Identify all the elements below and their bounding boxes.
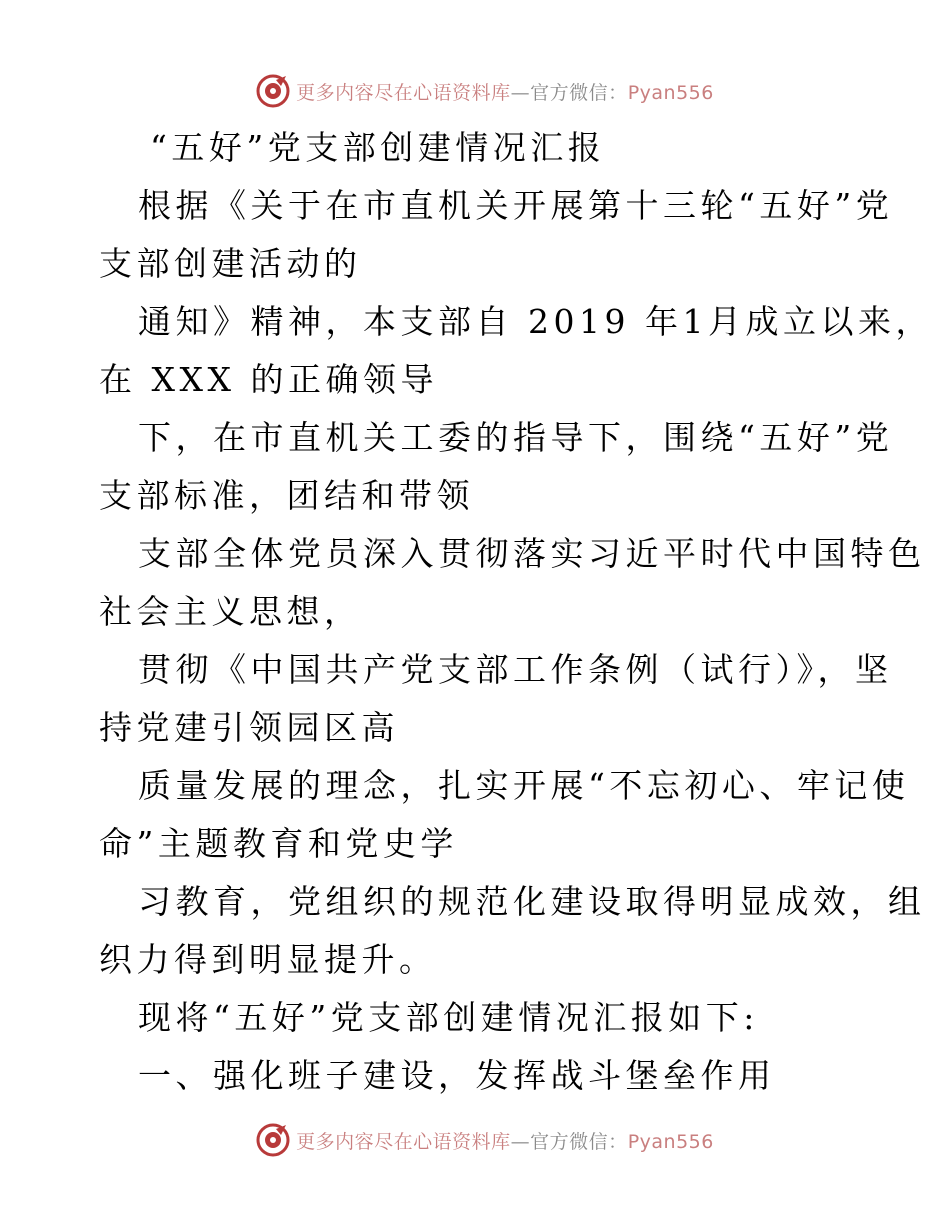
logo-icon	[256, 74, 290, 108]
watermark-wechat-label: 官方微信：	[530, 1130, 628, 1153]
paragraph-line: 下，在市直机关工委的指导下，围绕“五好”党	[138, 418, 894, 457]
paragraph-line: 质量发展的理念，扎实开展“不忘初心、牢记使	[138, 766, 910, 805]
watermark-separator: —	[510, 1130, 531, 1153]
footer-watermark	[0, 1120, 950, 1160]
paragraph-line: 支部创建活动的	[99, 244, 362, 283]
logo-icon	[256, 1123, 290, 1157]
paragraph-line: 现将“五好”党支部创建情况汇报如下:	[138, 998, 759, 1037]
watermark-wechat-id: Pyan556	[627, 81, 714, 104]
watermark-brand-text: 更多内容尽在心语资料库	[296, 1130, 511, 1153]
paragraph-line: 社会主义思想，	[99, 592, 362, 631]
section-heading: 一、强化班子建设，发挥战斗堡垒作用	[138, 1056, 776, 1095]
paragraph-line: 贯彻《中国共产党支部工作条例（试行）》，坚	[138, 650, 893, 689]
paragraph-line: 支部全体党员深入贯彻落实习近平时代中国特色	[138, 534, 926, 573]
header-watermark	[0, 71, 950, 111]
paragraph-line: 通知》精神，本支部自 2019 年1月成立以来，	[138, 302, 933, 341]
paragraph-line: 根据《关于在市直机关开展第十三轮“五好”党	[138, 186, 894, 225]
paragraph-line: 在 XXX 的正确领导	[99, 360, 438, 399]
watermark-brand-text: 更多内容尽在心语资料库	[296, 81, 511, 104]
paragraph-line: 持党建引领园区高	[99, 708, 399, 747]
watermark-wechat-label: 官方微信：	[530, 81, 628, 104]
document-title: “五好”党支部创建情况汇报	[150, 128, 606, 167]
watermark-wechat-id: Pyan556	[627, 1130, 714, 1153]
watermark-separator: —	[510, 81, 531, 104]
paragraph-line: 命”主题教育和党史学	[99, 824, 458, 863]
paragraph-line: 支部标准，团结和带领	[99, 476, 474, 515]
paragraph-line: 习教育，党组织的规范化建设取得明显成效，组	[138, 882, 926, 921]
paragraph-line: 织力得到明显提升。	[99, 940, 437, 979]
